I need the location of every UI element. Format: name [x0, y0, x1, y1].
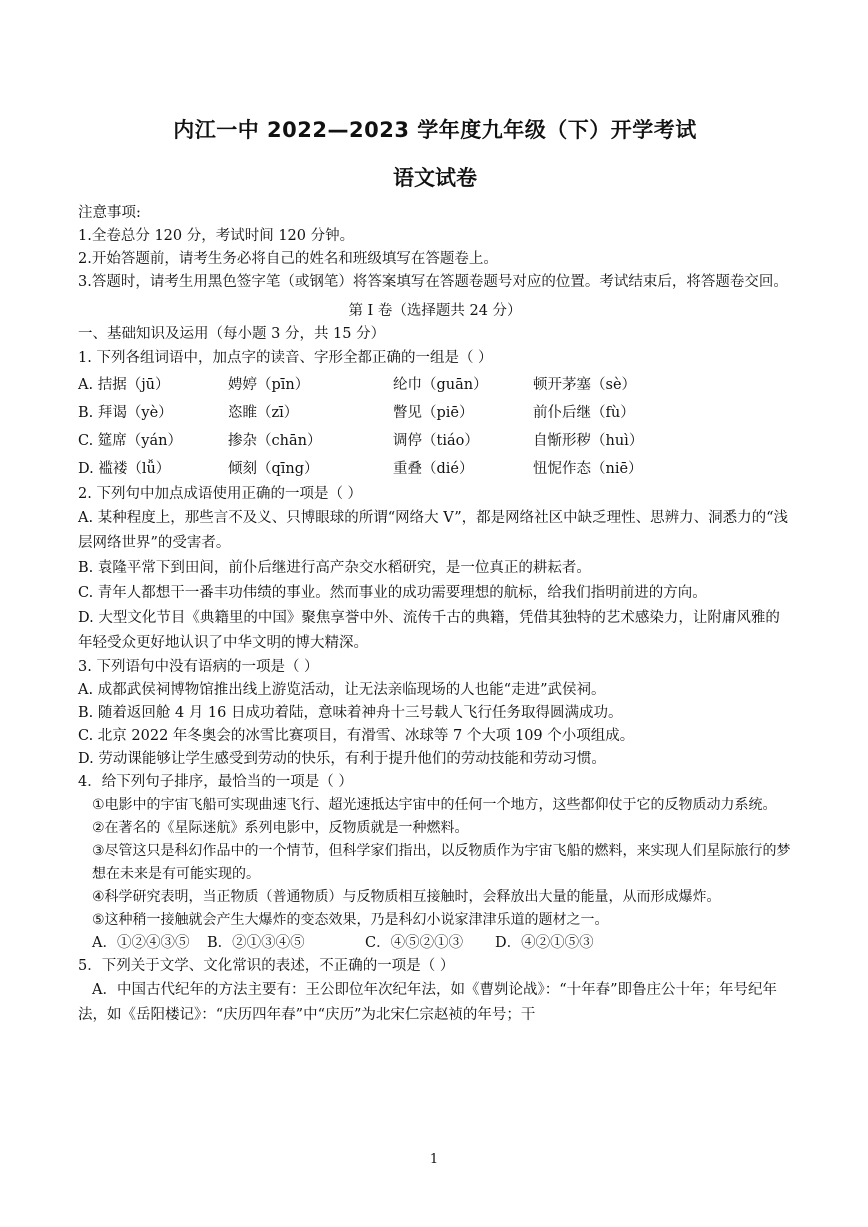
option-row: A. 拮据（jū） 娉婷（pīn） 纶巾（guān） 顿开茅塞（sè） — [78, 377, 637, 393]
exam-subtitle: 语文试卷 — [393, 166, 477, 190]
sentence-3: ③尽管这只是科幻作品中的一个情节，但科学家们指出，以反物质作为宇宙飞船的燃料，来实现人们星际旅行的梦想在未来是有可能实现的。 — [92, 843, 791, 882]
choice-row: A．①②④③⑤ B．②①③④⑤ C．④⑤②①③ D．④②①⑤③ — [92, 935, 594, 951]
option-c: C. 北京 2022 年冬奥会的冰雪比赛项目，有滑雪、冰球等 7 个大项 109 个小项组成。 — [78, 728, 635, 744]
option-a: A. 成都武侯祠博物馆推出线上游览活动，让无法亲临现场的人也能“走进”武侯祠。 — [78, 682, 606, 698]
question-1 — [78, 346, 792, 483]
question-stem: 1. 下列各组词语中，加点字的读音、字形全都正确的一组是（ ） — [78, 350, 493, 366]
question-stem: 2. 下列句中加点成语使用正确的一项是（ ） — [78, 486, 363, 502]
option-d: D. 大型文化节目《典籍里的中国》聚焦享誉中外、流传千古的典籍，凭借其独特的艺术感染力，让附庸风雅的年轻受众更好地认识了中华文明的博大精深。 — [78, 610, 780, 651]
option-row: B. 拜谒（yè） 恣睢（zī） 瞥见（piē） 前仆后继（fù） — [78, 405, 635, 421]
notice-item: 1.全卷总分 120 分，考试时间 120 分钟。 — [78, 228, 355, 244]
sentence-2: ②在著名的《星际迷航》系列电影中，反物质就是一种燃料。 — [92, 820, 469, 836]
exam-title: 内江一中 2022—2023 学年度九年级（下）开学考试 — [173, 118, 697, 142]
question-5 — [78, 955, 792, 1028]
option-b: B. 随着返回舱 4 月 16 日成功着陆，意味着神舟十三号载人飞行任务取得圆满成功。 — [78, 705, 623, 721]
notice-section — [78, 202, 792, 294]
option-a: A. 某种程度上，那些言不及义、只博眼球的所谓“网络大 V”，都是网络社区中缺乏理性、思辨力、洞悉力的“浅层网络世界”的受害者。 — [78, 510, 789, 551]
notice-item: 3.答题时，请考生用黑色签字笔（或钢笔）将答案填写在答题卷题号对应的位置。考试结束后，将答题卷交回。 — [78, 274, 788, 290]
question-2 — [78, 483, 792, 656]
option-row: C. 筵席（yán） 掺杂（chān） 调停（tiáo） 自惭形秽（huì） — [78, 433, 644, 449]
question-stem: 5．下列关于文学、文化常识的表述，不正确的一项是（ ） — [78, 958, 455, 974]
page-number: 1 — [429, 1152, 439, 1167]
option-a: A．中国古代纪年的方法主要有：王公即位年次纪年法，如《曹刿论战》：“十年春”即鲁庄公十年；年号纪年法，如《岳阳楼记》：“庆历四年春”中“庆历”为北宋仁宗赵祯的年号；干 — [78, 982, 778, 1023]
sentence-4: ④科学研究表明，当正物质（普通物质）与反物质相互接触时，会释放出大量的能量，从而形成爆炸。 — [92, 889, 721, 905]
question-3 — [78, 656, 792, 771]
notice-heading: 注意事项: — [78, 205, 141, 221]
sentence-1: ①电影中的宇宙飞船可实现曲速飞行、超光速抵达宇宙中的任何一个地方，这些都仰仗于它的反物质动力系统。 — [92, 797, 777, 813]
question-stem: 4．给下列句子排序，最恰当的一项是（ ） — [78, 774, 353, 790]
sentence-5: ⑤这种稍一接触就会产生大爆炸的变态效果，乃是科幻小说家津津乐道的题材之一。 — [92, 912, 609, 928]
option-row: D. 褴褛（lǚ） 倾刻（qīng） 重叠（dié） 忸怩作态（niē） — [78, 461, 643, 477]
question-4 — [78, 771, 792, 955]
question-stem: 3. 下列语句中没有语病的一项是（ ） — [78, 659, 319, 675]
option-c: C. 青年人都想干一番丰功伟绩的事业。然而事业的成功需要理想的航标，给我们指明前进的方向。 — [78, 585, 707, 601]
part1-heading: 第 I 卷（选择题共 24 分） — [348, 303, 522, 319]
option-b: B. 袁隆平常下到田间，前仆后继进行高产杂交水稻研究，是一位真正的耕耘者。 — [78, 560, 591, 576]
section-heading: 一、基础知识及运用（每小题 3 分，共 15 分） — [78, 326, 386, 342]
notice-item: 2.开始答题前，请考生务必将自己的姓名和班级填写在答题卷上。 — [78, 251, 498, 267]
option-d: D. 劳动课能够让学生感受到劳动的快乐，有利于提升他们的劳动技能和劳动习惯。 — [78, 751, 606, 767]
